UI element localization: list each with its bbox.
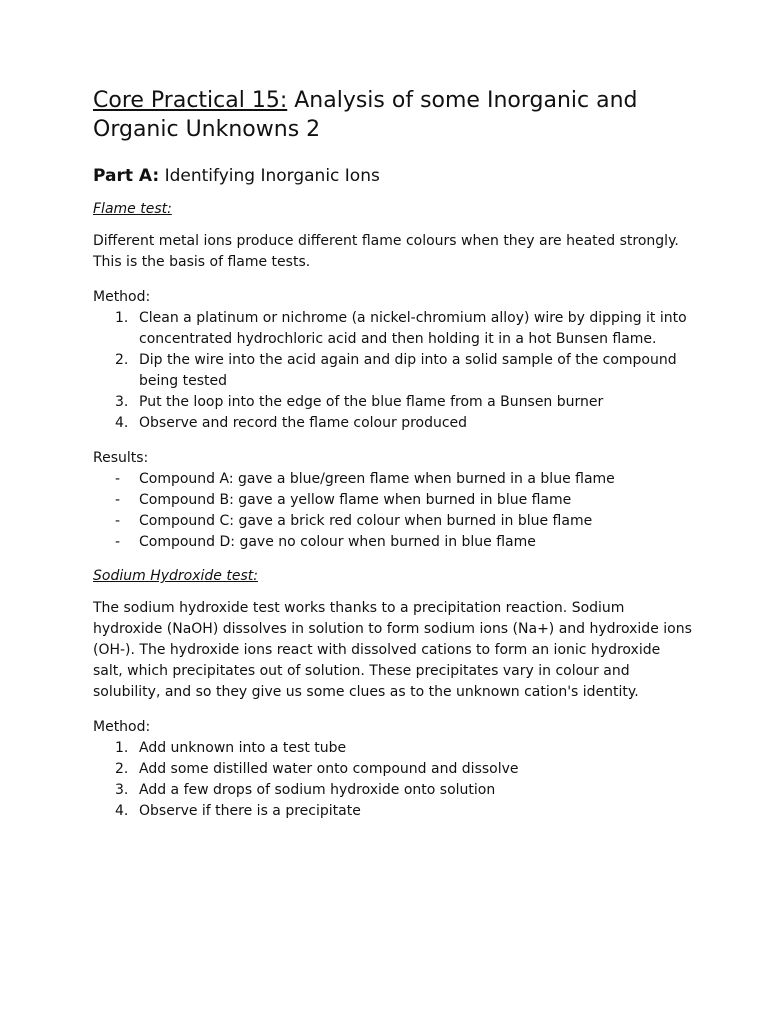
- naoh-method-label: Method:: [93, 719, 151, 735]
- naoh-method-list: [93, 738, 693, 822]
- list-item: 3. Put the loop into the edge of the blue flame from a Bunsen burner: [115, 394, 604, 410]
- list-item: - Compound D: gave no colour when burned in blue flame: [115, 534, 536, 550]
- document-page: [93, 86, 693, 822]
- flame-results-label: Results:: [93, 450, 149, 466]
- part-a-text: Identifying Inorganic Ions: [159, 166, 380, 186]
- flame-results-list: [93, 469, 693, 553]
- list-item: 4. Observe and record the flame colour produced: [115, 415, 468, 431]
- list-item: 4. Observe if there is a precipitate: [115, 803, 361, 819]
- part-a-label: Part A:: [93, 166, 160, 186]
- list-item: - Compound A: gave a blue/green flame when burned in a blue flame: [115, 471, 615, 487]
- list-item: 1. Add unknown into a test tube: [115, 740, 347, 756]
- title-prefix: Core Practical 15:: [93, 88, 288, 113]
- page-title: [93, 86, 693, 144]
- flame-method-list: [93, 308, 693, 434]
- title-text: Analysis of some Inorganic and Organic Unknowns 2: [93, 88, 638, 142]
- flame-test-heading: Flame test:: [93, 201, 172, 217]
- list-item: 3. Add a few drops of sodium hydroxide onto solution: [115, 782, 496, 798]
- list-item: - Compound B: gave a yellow flame when burned in blue flame: [115, 492, 572, 508]
- flame-test-intro: Different metal ions produce different flame colours when they are heated strongly. This is the basis of flame tests.: [93, 233, 679, 270]
- flame-method-label: Method:: [93, 289, 151, 305]
- naoh-test-intro: The sodium hydroxide test works thanks to a precipitation reaction. Sodium hydroxide (NaOH) dissolves in solution to form sodium ions (Na+) and hydroxide ions (OH-). The hydroxide ions react with dissolved cations to form an ionic hydroxide salt, which precipitates out of solution. These precipitates vary in colour and solubility, and so they give us some clues as to the unknown cation's identity.: [93, 600, 692, 700]
- list-item: 1. Clean a platinum or nichrome (a nickel-chromium alloy) wire by dipping it into concentrated hydrochloric acid and then holding it in a hot Bunsen flame.: [115, 310, 687, 347]
- list-item: 2. Dip the wire into the acid again and dip into a solid sample of the compound being tested: [115, 352, 677, 389]
- list-item: 2. Add some distilled water onto compound and dissolve: [115, 761, 519, 777]
- naoh-test-heading: Sodium Hydroxide test:: [93, 568, 258, 584]
- part-a-heading: [93, 166, 693, 186]
- list-item: - Compound C: gave a brick red colour when burned in blue flame: [115, 513, 593, 529]
